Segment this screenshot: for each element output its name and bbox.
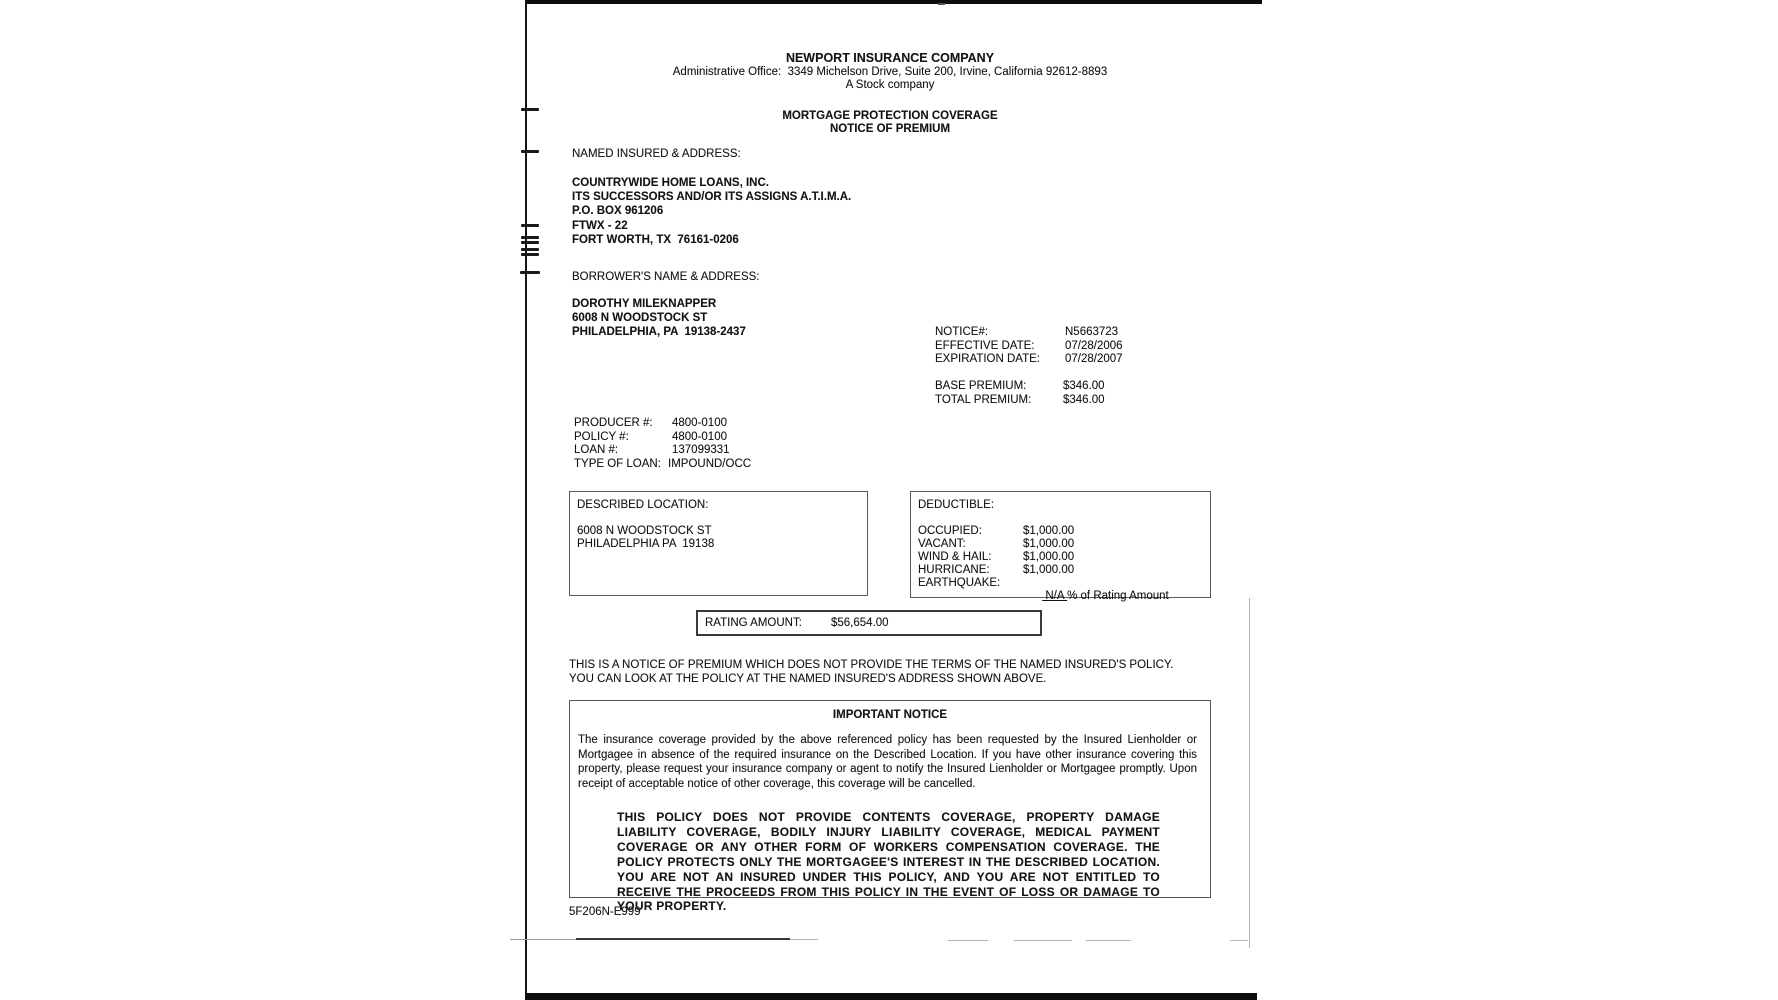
- deductible-hurricane-label: HURRICANE:: [918, 564, 990, 576]
- described-location-box: [569, 491, 868, 596]
- premium-notice-line1: THIS IS A NOTICE OF PREMIUM WHICH DOES NOT PROVIDE THE TERMS OF THE NAMED INSURED'S POLICY.: [569, 659, 1174, 671]
- total-premium-value: $346.00: [1063, 394, 1105, 406]
- notice-number-value: N5663723: [1065, 326, 1119, 338]
- deductible-occupied-value: $1,000.00: [1023, 525, 1075, 537]
- total-premium-label: TOTAL PREMIUM:: [935, 394, 1032, 406]
- company-office-line: Administrative Office: 3349 Michelson Drive, Suite 200, Irvine, California 92612-8893: [672, 66, 1108, 78]
- earthquake-value-rest: % of Rating Amount: [1067, 590, 1169, 602]
- described-location-heading: DESCRIBED LOCATION:: [577, 499, 709, 511]
- rating-amount-label: RATING AMOUNT:: [705, 617, 802, 629]
- company-name: NEWPORT INSURANCE COMPANY: [785, 51, 995, 65]
- producer-number-value: 4800-0100: [672, 417, 727, 429]
- borrower-line: PHILADELPHIA, PA 19138-2437: [572, 326, 746, 338]
- important-notice-paragraph: The insurance coverage provided by the above referenced policy has been requested by the Insured Lienholder or Mortgagee in absence of the required insurance on the Described Location. If you have other insurance covering this property, please request your insurance company or agent to notify the Insured Lienholder or Mortgagee promptly. Upon receipt of acceptable notice of other coverage, this coverage will be cancelled.: [578, 734, 1197, 790]
- scan-top-edge-band: [525, 0, 1262, 4]
- deductible-occupied-label: OCCUPIED:: [918, 525, 982, 537]
- loan-type-label: TYPE OF LOAN:: [574, 458, 661, 470]
- deductible-wind-hail-value: $1,000.00: [1023, 551, 1075, 563]
- named-insured-line: COUNTRYWIDE HOME LOANS, INC.: [572, 177, 769, 189]
- scan-streak: [790, 939, 818, 940]
- company-stock-line: A Stock company: [845, 79, 935, 91]
- expiration-date-value: 07/28/2007: [1065, 353, 1123, 365]
- named-insured-heading: NAMED INSURED & ADDRESS:: [572, 148, 741, 160]
- scan-streak: [948, 940, 988, 941]
- notice-number-label: NOTICE#:: [935, 326, 989, 338]
- named-insured-line: ITS SUCCESSORS AND/OR ITS ASSIGNS A.T.I.M.A.: [572, 191, 852, 203]
- margin-tick: [521, 108, 539, 111]
- margin-tick: [520, 271, 540, 274]
- scan-streak: [1230, 940, 1248, 941]
- deductible-heading: DEDUCTIBLE:: [918, 499, 995, 511]
- loan-number-value: 137099331: [672, 444, 730, 456]
- form-title-line2: NOTICE OF PREMIUM: [829, 123, 951, 135]
- margin-tick: [521, 241, 539, 244]
- scan-top-dot: [938, 3, 945, 5]
- deductible-earthquake-label: EARTHQUAKE:: [918, 577, 1001, 589]
- producer-number-label: PRODUCER #:: [574, 417, 653, 429]
- deductible-wind-hail-label: WIND & HAIL:: [918, 551, 992, 563]
- deductible-box: [910, 491, 1211, 602]
- important-notice-title: IMPORTANT NOTICE: [832, 709, 948, 721]
- described-location-line: PHILADELPHIA PA 19138: [577, 538, 715, 550]
- loan-type-value: IMPOUND/OCC: [668, 458, 752, 470]
- borrower-heading: BORROWER'S NAME & ADDRESS:: [572, 271, 760, 283]
- borrower-line: 6008 N WOODSTOCK ST: [572, 312, 708, 324]
- margin-tick: [521, 253, 539, 256]
- scan-bottom-edge-band: [525, 993, 1257, 1000]
- base-premium-label: BASE PREMIUM:: [935, 380, 1027, 392]
- expiration-date-label: EXPIRATION DATE:: [935, 353, 1041, 365]
- margin-tick: [521, 236, 539, 239]
- named-insured-line: FTWX - 22: [572, 220, 628, 232]
- margin-tick: [521, 224, 539, 227]
- effective-date-value: 07/28/2006: [1065, 340, 1123, 352]
- borrower-line: DOROTHY MILEKNAPPER: [572, 298, 717, 310]
- scan-streak: [576, 938, 790, 940]
- effective-date-label: EFFECTIVE DATE:: [935, 340, 1035, 352]
- scan-streak: [1014, 940, 1072, 941]
- loan-number-label: LOAN #:: [574, 444, 619, 456]
- deductible-hurricane-value: $1,000.00: [1023, 564, 1075, 576]
- deductible-vacant-label: VACANT:: [918, 538, 966, 550]
- rating-amount-box: [696, 610, 1042, 636]
- scan-streak: [1086, 940, 1131, 941]
- scan-streak: [510, 939, 576, 940]
- named-insured-line: P.O. BOX 961206: [572, 205, 664, 217]
- deductible-vacant-value: $1,000.00: [1023, 538, 1075, 550]
- deductible-earthquake-value: [1023, 577, 1169, 616]
- base-premium-value: $346.00: [1063, 380, 1105, 392]
- named-insured-line: FORT WORTH, TX 76161-0206: [572, 234, 739, 246]
- premium-notice-line2: YOU CAN LOOK AT THE POLICY AT THE NAMED INSURED'S ADDRESS SHOWN ABOVE.: [569, 673, 1047, 685]
- policy-number-value: 4800-0100: [672, 431, 727, 443]
- margin-tick: [521, 150, 539, 153]
- margin-tick: [521, 248, 539, 251]
- rating-amount-value: $56,654.00: [831, 617, 889, 629]
- important-notice-bold-paragraph: THIS POLICY DOES NOT PROVIDE CONTENTS COVERAGE, PROPERTY DAMAGE LIABILITY COVERAGE, BODILY INJURY LIABILITY COVERAGE, MEDICAL PAYMENT COVERAGE OR ANY OTHER FORM OF WORKERS COMPENSATION COVERAGE. THE POLICY PROTECTS ONLY THE MORTGAGEE'S INTEREST IN THE DESCRIBED LOCATION. YOU ARE NOT AN INSURED UNDER THIS POLICY, AND YOU ARE NOT ENTITLED TO RECEIVE THE PROCEEDS FROM THIS POLICY IN THE EVENT OF LOSS OR DAMAGE TO YOUR PROPERTY.: [617, 810, 1160, 914]
- described-location-line: 6008 N WOODSTOCK ST: [577, 525, 712, 537]
- form-number: 5F206N-E999: [569, 906, 641, 918]
- form-title-line1: MORTGAGE PROTECTION COVERAGE: [782, 110, 998, 122]
- policy-number-label: POLICY #:: [574, 431, 629, 443]
- earthquake-na-underlined: N/A: [1042, 590, 1068, 602]
- scan-right-edge-line: [1249, 598, 1250, 948]
